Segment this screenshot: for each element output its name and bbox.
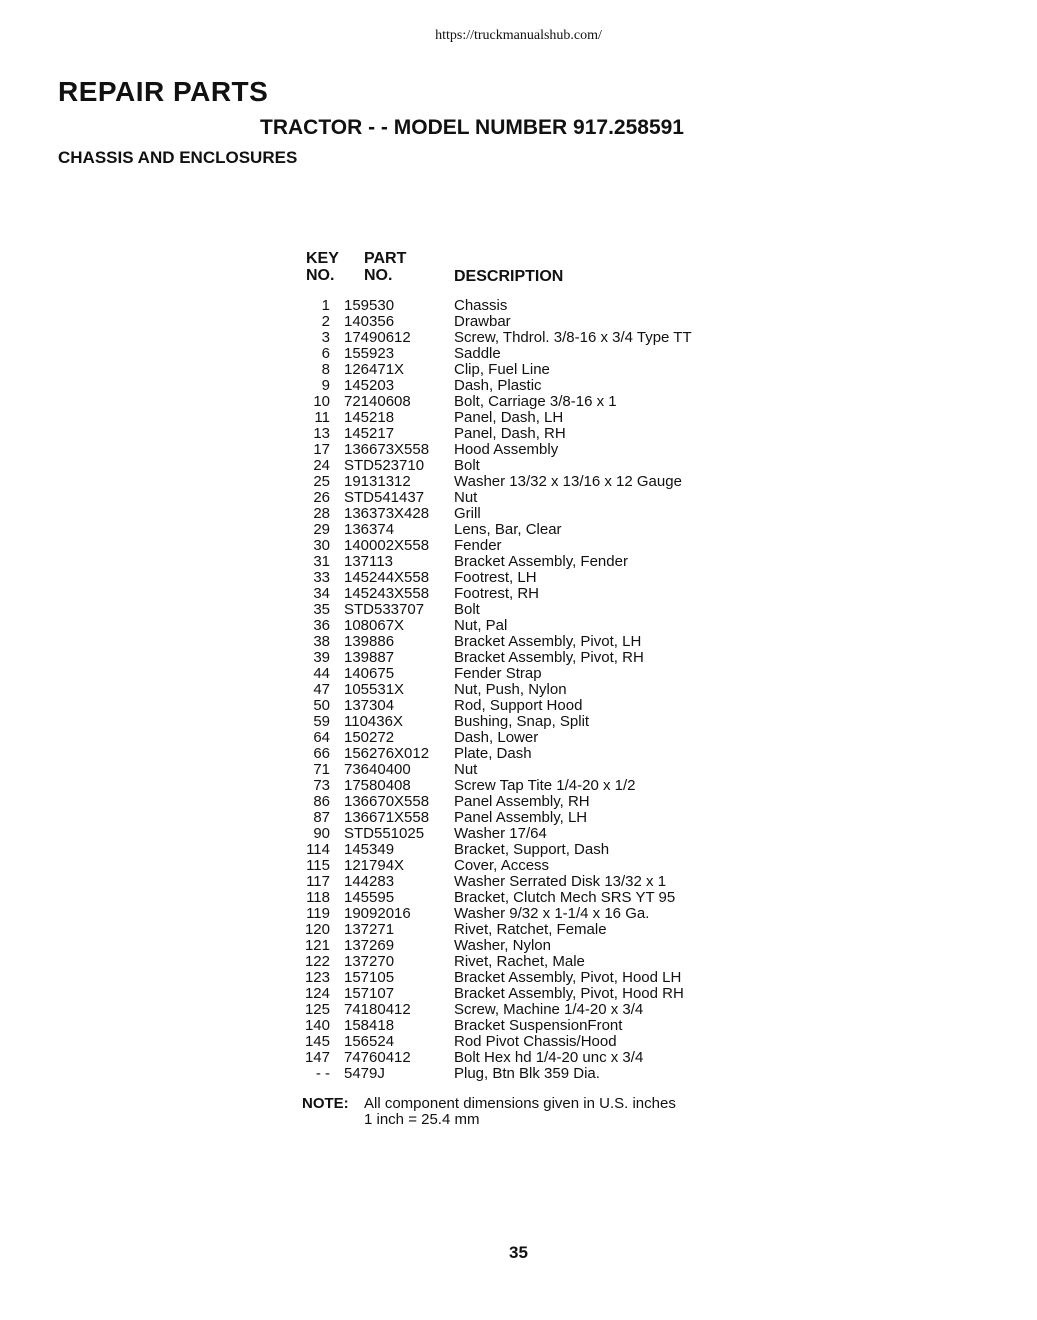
- part-no-cell: STD533707: [344, 601, 425, 618]
- description-cell: Nut, Push, Nylon: [454, 681, 567, 698]
- part-no-cell: 121794X: [344, 857, 405, 874]
- table-row: [298, 378, 738, 394]
- part-header-line2: NO.: [364, 267, 393, 284]
- description-header: DESCRIPTION: [454, 268, 564, 285]
- key-no-cell: 66: [313, 745, 330, 762]
- key-no-cell: 38: [313, 633, 330, 650]
- part-no-cell: 157105: [344, 969, 395, 986]
- part-no-cell: 145595: [344, 889, 395, 906]
- key-no-cell: 17: [313, 441, 330, 458]
- key-no-cell: 124: [304, 985, 330, 1002]
- description-cell: Washer, Nylon: [454, 937, 551, 954]
- part-no-cell: 140356: [344, 313, 395, 330]
- part-no-cell: 144283: [344, 873, 395, 890]
- description-cell: Bolt: [454, 457, 480, 474]
- description-cell: Washer 13/32 x 13/16 x 12 Gauge: [454, 473, 682, 490]
- table-row: [298, 682, 738, 698]
- table-row: [298, 394, 738, 410]
- description-cell: Bracket Assembly, Pivot, Hood LH: [454, 969, 682, 986]
- description-cell: Washer 9/32 x 1-1/4 x 16 Ga.: [454, 905, 650, 922]
- table-row: [298, 1066, 738, 1082]
- key-no-cell: 117: [306, 873, 330, 890]
- key-no-cell: 50: [313, 697, 330, 714]
- part-no-cell: STD541437: [344, 489, 425, 506]
- key-no-cell: 114: [306, 841, 330, 858]
- table-row: [298, 842, 738, 858]
- table-row: [298, 778, 738, 794]
- part-no-cell: 105531X: [344, 681, 405, 698]
- key-no-cell: - -: [315, 1065, 330, 1082]
- note-label: NOTE:: [302, 1095, 349, 1112]
- key-no-cell: 26: [313, 489, 330, 506]
- table-row: [298, 522, 738, 538]
- key-no-cell: 145: [304, 1033, 330, 1050]
- table-row: [298, 1002, 738, 1018]
- table-row: [298, 426, 738, 442]
- description-cell: Screw, Thdrol. 3/8-16 x 3/4 Type TT: [454, 329, 692, 346]
- key-no-cell: 28: [313, 505, 330, 522]
- part-no-cell: 145217: [344, 425, 395, 442]
- key-no-cell: 29: [313, 521, 330, 538]
- part-no-cell: 157107: [344, 985, 395, 1002]
- note-line1-wrap: [302, 1096, 676, 1112]
- table-row: [298, 346, 738, 362]
- description-cell: Panel, Dash, RH: [454, 425, 566, 442]
- key-no-cell: 119: [306, 905, 330, 922]
- description-cell: Bracket, Support, Dash: [454, 841, 610, 858]
- description-cell: Plate, Dash: [454, 745, 532, 762]
- part-no-cell: 145349: [344, 841, 395, 858]
- key-no-cell: 125: [304, 1001, 330, 1018]
- table-row: [298, 810, 738, 826]
- part-no-cell: 150272: [344, 729, 395, 746]
- part-no-cell: 17490612: [344, 329, 411, 346]
- description-cell: Panel Assembly, LH: [454, 809, 588, 826]
- key-no-cell: 115: [306, 857, 330, 874]
- part-no-cell: 145244X558: [344, 569, 430, 586]
- part-no-cell: 140002X558: [344, 537, 430, 554]
- description-cell: Footrest, LH: [454, 569, 537, 586]
- key-no-cell: 64: [313, 729, 330, 746]
- table-row: [298, 1018, 738, 1034]
- note-line1: All component dimensions given in U.S. inches: [364, 1095, 676, 1112]
- key-no-cell: 118: [306, 889, 330, 906]
- table-row: [298, 602, 738, 618]
- part-no-cell: 140675: [344, 665, 395, 682]
- description-cell: Bracket Assembly, Pivot, RH: [454, 649, 644, 666]
- table-row: [298, 794, 738, 810]
- key-no-cell: 59: [313, 713, 330, 730]
- part-no-cell: 159530: [344, 297, 395, 314]
- part-no-cell: 155923: [344, 345, 395, 362]
- table-row: [298, 954, 738, 970]
- note: [302, 1096, 676, 1128]
- table-row: [298, 874, 738, 890]
- table-row: [298, 314, 738, 330]
- key-no-cell: 1: [321, 297, 330, 314]
- page-title: REPAIR PARTS: [58, 76, 269, 107]
- part-no-cell: 72140608: [344, 393, 411, 410]
- part-no-cell: 19092016: [344, 905, 411, 922]
- description-cell: Rivet, Ratchet, Female: [454, 921, 607, 938]
- part-no-cell: 136673X558: [344, 441, 430, 458]
- table-row: [298, 970, 738, 986]
- table-row: [298, 986, 738, 1002]
- parts-table-body: [298, 298, 738, 1082]
- part-no-cell: 137269: [344, 937, 395, 954]
- table-row: [298, 410, 738, 426]
- table-row: [298, 730, 738, 746]
- part-no-cell: 145243X558: [344, 585, 430, 602]
- part-no-cell: 156276X012: [344, 745, 430, 762]
- table-row: [298, 458, 738, 474]
- description-cell: Bolt, Carriage 3/8-16 x 1: [454, 393, 617, 410]
- part-no-cell: 74180412: [344, 1001, 411, 1018]
- part-no-cell: STD523710: [344, 457, 425, 474]
- key-no-cell: 9: [321, 377, 330, 394]
- description-cell: Panel, Dash, LH: [454, 409, 564, 426]
- key-no-cell: 120: [304, 921, 330, 938]
- model-subtitle: TRACTOR - - MODEL NUMBER 917.258591: [260, 116, 684, 139]
- table-row: [298, 362, 738, 378]
- page-number: 35: [509, 1243, 528, 1262]
- key-no-cell: 86: [313, 793, 330, 810]
- description-cell: Dash, Plastic: [454, 377, 542, 394]
- parts-table-header: [298, 250, 738, 298]
- description-cell: Nut: [454, 761, 478, 778]
- description-cell: Panel Assembly, RH: [454, 793, 590, 810]
- key-no-cell: 44: [313, 665, 330, 682]
- description-cell: Clip, Fuel Line: [454, 361, 550, 378]
- table-row: [298, 650, 738, 666]
- part-no-cell: 137271: [344, 921, 395, 938]
- description-cell: Bracket, Clutch Mech SRS YT 95: [454, 889, 676, 906]
- part-no-cell: 137270: [344, 953, 395, 970]
- key-no-cell: 13: [313, 425, 330, 442]
- key-no-cell: 47: [313, 681, 330, 698]
- description-cell: Washer Serrated Disk 13/32 x 1: [454, 873, 667, 890]
- part-no-cell: 145203: [344, 377, 395, 394]
- part-no-cell: 74760412: [344, 1049, 411, 1066]
- part-no-cell: 126471X: [344, 361, 405, 378]
- key-no-cell: 36: [313, 617, 330, 634]
- table-row: [298, 330, 738, 346]
- part-no-cell: STD551025: [344, 825, 425, 842]
- part-no-cell: 158418: [344, 1017, 395, 1034]
- key-header-line2: NO.: [306, 267, 335, 284]
- key-no-cell: 73: [313, 777, 330, 794]
- table-row: [298, 538, 738, 554]
- table-row: [298, 890, 738, 906]
- key-no-cell: 87: [313, 809, 330, 826]
- table-row: [298, 1050, 738, 1066]
- note-line2: 1 inch = 25.4 mm: [364, 1111, 480, 1128]
- description-cell: Bracket Assembly, Fender: [454, 553, 628, 570]
- key-no-cell: 33: [313, 569, 330, 586]
- part-header-line1: PART: [364, 250, 407, 267]
- key-header-line1: KEY: [306, 250, 339, 267]
- part-no-header: [364, 250, 424, 284]
- part-no-cell: 19131312: [344, 473, 411, 490]
- part-no-cell: 136374: [344, 521, 395, 538]
- description-cell: Saddle: [454, 345, 501, 362]
- table-row: [298, 442, 738, 458]
- table-row: [298, 506, 738, 522]
- key-no-cell: 2: [321, 313, 330, 330]
- table-row: [298, 858, 738, 874]
- key-no-cell: 39: [313, 649, 330, 666]
- table-row: [298, 698, 738, 714]
- table-row: [298, 714, 738, 730]
- table-row: [298, 634, 738, 650]
- description-cell: Nut, Pal: [454, 617, 508, 634]
- part-no-cell: 136373X428: [344, 505, 430, 522]
- key-no-cell: 8: [321, 361, 330, 378]
- key-no-cell: 24: [313, 457, 330, 474]
- key-no-cell: 34: [313, 585, 330, 602]
- table-row: [298, 586, 738, 602]
- key-no-cell: 35: [313, 601, 330, 618]
- table-row: [298, 922, 738, 938]
- description-cell: Rod Pivot Chassis/Hood: [454, 1033, 617, 1050]
- part-no-cell: 137304: [344, 697, 395, 714]
- table-row: [298, 1034, 738, 1050]
- part-no-cell: 108067X: [344, 617, 405, 634]
- part-no-cell: 139887: [344, 649, 395, 666]
- table-row: [298, 906, 738, 922]
- description-cell: Screw Tap Tite 1/4-20 x 1/2: [454, 777, 636, 794]
- description-cell: Bolt: [454, 601, 480, 618]
- description-cell: Screw, Machine 1/4-20 x 3/4: [454, 1001, 644, 1018]
- description-cell: Dash, Lower: [454, 729, 539, 746]
- table-row: [298, 666, 738, 682]
- part-no-cell: 73640400: [344, 761, 411, 778]
- key-no-cell: 25: [313, 473, 330, 490]
- description-cell: Grill: [454, 505, 481, 522]
- description-cell: Bracket Assembly, Pivot, LH: [454, 633, 642, 650]
- key-no-cell: 140: [304, 1017, 330, 1034]
- table-row: [298, 826, 738, 842]
- description-cell: Footrest, RH: [454, 585, 540, 602]
- part-no-cell: 5479J: [344, 1065, 385, 1082]
- source-url: https://truckmanualshub.com/: [435, 28, 602, 43]
- key-no-cell: 121: [304, 937, 330, 954]
- table-row: [298, 554, 738, 570]
- table-row: [298, 298, 738, 314]
- part-no-cell: 17580408: [344, 777, 411, 794]
- key-no-cell: 147: [304, 1049, 330, 1066]
- table-row: [298, 938, 738, 954]
- description-cell: Nut: [454, 489, 478, 506]
- part-no-cell: 136670X558: [344, 793, 430, 810]
- description-cell: Rod, Support Hood: [454, 697, 583, 714]
- key-no-cell: 30: [313, 537, 330, 554]
- part-no-cell: 110436X: [344, 713, 403, 730]
- table-row: [298, 570, 738, 586]
- description-cell: Rivet, Rachet, Male: [454, 953, 585, 970]
- part-no-cell: 136671X558: [344, 809, 430, 826]
- key-no-cell: 3: [321, 329, 330, 346]
- table-row: [298, 746, 738, 762]
- key-no-cell: 11: [314, 409, 330, 426]
- key-no-cell: 122: [304, 953, 330, 970]
- description-cell: Cover, Access: [454, 857, 550, 874]
- table-row: [298, 490, 738, 506]
- description-cell: Fender Strap: [454, 665, 542, 682]
- key-no-header: [306, 250, 346, 284]
- description-cell: Fender: [454, 537, 502, 554]
- description-cell: Bracket Assembly, Pivot, Hood RH: [454, 985, 684, 1002]
- table-row: [298, 762, 738, 778]
- description-cell: Hood Assembly: [454, 441, 559, 458]
- description-cell: Bracket SuspensionFront: [454, 1017, 623, 1034]
- key-no-cell: 6: [321, 345, 330, 362]
- key-no-cell: 123: [304, 969, 330, 986]
- description-cell: Bolt Hex hd 1/4-20 unc x 3/4: [454, 1049, 644, 1066]
- description-cell: Lens, Bar, Clear: [454, 521, 562, 538]
- part-no-cell: 156524: [344, 1033, 395, 1050]
- key-no-cell: 71: [313, 761, 330, 778]
- description-cell: Drawbar: [454, 313, 511, 330]
- key-no-cell: 10: [313, 393, 330, 410]
- table-row: [298, 618, 738, 634]
- section-heading: CHASSIS AND ENCLOSURES: [58, 148, 298, 167]
- description-cell: Bushing, Snap, Split: [454, 713, 590, 730]
- part-no-cell: 139886: [344, 633, 395, 650]
- description-cell: Washer 17/64: [454, 825, 547, 842]
- key-no-cell: 31: [313, 553, 330, 570]
- description-cell: Plug, Btn Blk 359 Dia.: [454, 1065, 600, 1082]
- part-no-cell: 137113: [344, 553, 393, 570]
- parts-table: [298, 250, 738, 1082]
- table-row: [298, 474, 738, 490]
- part-no-cell: 145218: [344, 409, 395, 426]
- description-cell: Chassis: [454, 297, 508, 314]
- key-no-cell: 90: [313, 825, 330, 842]
